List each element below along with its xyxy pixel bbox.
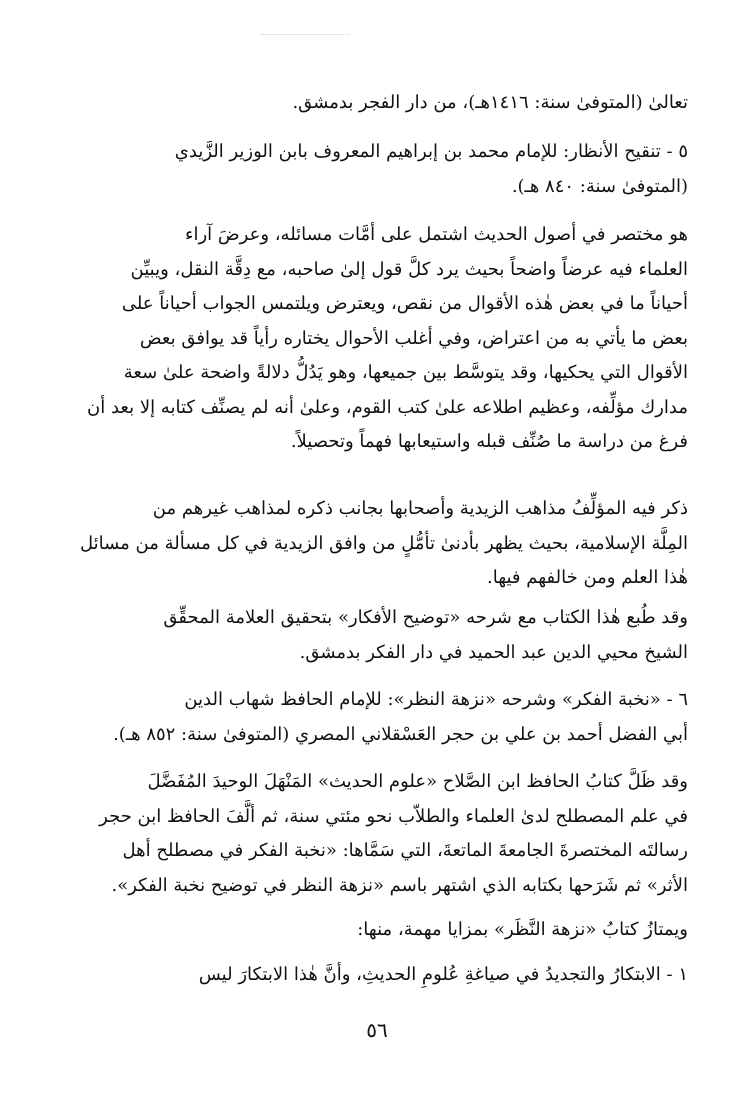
paragraph-continuation <box>76 86 688 121</box>
text-line: أبي الفضل أحمد بن علي بن حجر العَسْقلاني المصري (المتوفىٰ سنة: ٨٥٢ هـ). <box>113 723 688 745</box>
text-line: بعض ما يأتي به من اعتراض، وفي أغلب الأحوال يختاره رأياً قد يوافق بعض <box>139 327 688 349</box>
text-line: العلماء فيه عرضاً واضحاً بحيث يرد كلَّ قول إلىٰ صاحبه، مع دِقَّة النقل، ويبيِّن <box>130 258 688 280</box>
paragraph-feature-1 <box>76 958 688 993</box>
paragraph-item-6 <box>76 683 688 752</box>
text-line: هٰذا العلم ومن خالفهم فيها. <box>487 567 688 588</box>
text-line: مدارك مؤلِّفه، وعظيم اطلاعه علىٰ كتب القوم، وعلىٰ أنه لم يصنِّف كتابه إلا بعد أن <box>87 396 688 418</box>
paragraph-description <box>76 218 688 460</box>
text-line: ذكر فيه المؤلِّفُ مذاهب الزيدية وأصحابها بجانب ذكره لمذاهب غيرهم من <box>152 498 688 519</box>
text-line: هو مختصر في أصول الحديث اشتمل على أمَّات مسائله، وعرضَ آراء <box>185 224 688 245</box>
text-line: (المتوفىٰ سنة: ٨٤٠ هـ). <box>511 175 688 197</box>
text-line: فرغ من دراسة ما صُنِّف قبله واستيعابها فهماً وتحصيلاً. <box>290 431 688 452</box>
text-line: أحياناً ما في بعض هٰذه الأقوال من نقص، ويعترض ويلتمس الجواب أحياناً على <box>121 293 688 314</box>
paragraph-item-5 <box>76 135 688 204</box>
text-line: ٦ - «نخبة الفكر» وشرحه «نزهة النظر»: للإمام الحافظ شهاب الدين <box>184 689 688 710</box>
text-line: الشيخ محيي الدين عبد الحميد في دار الفكر بدمشق. <box>299 641 688 663</box>
text-line: وقد ظَلَّ كتابُ الحافظ ابن الصَّلاح «علوم الحديث» المَنْهَلَ الوحيدَ المُفَضَّلَ <box>147 771 688 792</box>
text-line: ويمتازُ كتابُ «نزهة النَّظَر» بمزايا مهمة، منها: <box>357 919 688 940</box>
paragraph-features-intro <box>76 913 688 948</box>
text-line: وقد طُبع هٰذا الكتاب مع شرحه «توضيح الأفكار» بتحقيق العلامة المحقِّق <box>163 607 688 628</box>
text-line: ١ - الابتكارُ والتجديدُ في صياغةِ عُلومِ الحديثِ، وأنَّ هٰذا الابتكارَ ليس <box>198 964 688 985</box>
text-line: تعالىٰ (المتوفىٰ سنة: ١٤١٦هـ)، من دار الفجر بدمشق. <box>292 92 688 113</box>
text-line: ٥ - تنقيح الأنظار: للإمام محمد بن إبراهيم المعروف بابن الوزير الزَّيدي <box>174 141 688 162</box>
text-line: الأقوال التي يحكيها، وقد يتوسَّط بين جميعها، وهو يَدُلُّ دلالةً واضحة علىٰ سعة <box>123 362 688 383</box>
text-line: المِلَّة الإسلامية، بحيث يظهر بأدنىٰ تأمُّلٍ من وافق الزيدية في كل مسألة من مسائل <box>79 532 688 554</box>
text-line: رسالتَه المختصرةَ الجامعةَ الماتعةَ، التي سَمَّاها: «نخبة الفكر في مصطلح أهل <box>122 840 688 861</box>
paragraph-zaydiyya <box>76 492 688 596</box>
top-dotted-mark <box>260 34 350 36</box>
page-number: ٥٦ <box>366 1018 388 1042</box>
text-line: الأثر» ثم شَرَحها بكتابه الذي اشتهر باسم «نزهة النظر في توضيح نخبة الفكر». <box>111 874 688 896</box>
text-line: في علم المصطلح لدىٰ العلماء والطلاّب نحو مئتي سنة، ثم ألَّفَ الحافظ ابن حجر <box>99 805 688 827</box>
paragraph-ibn-salah <box>76 765 688 903</box>
paragraph-print-info <box>76 601 688 670</box>
